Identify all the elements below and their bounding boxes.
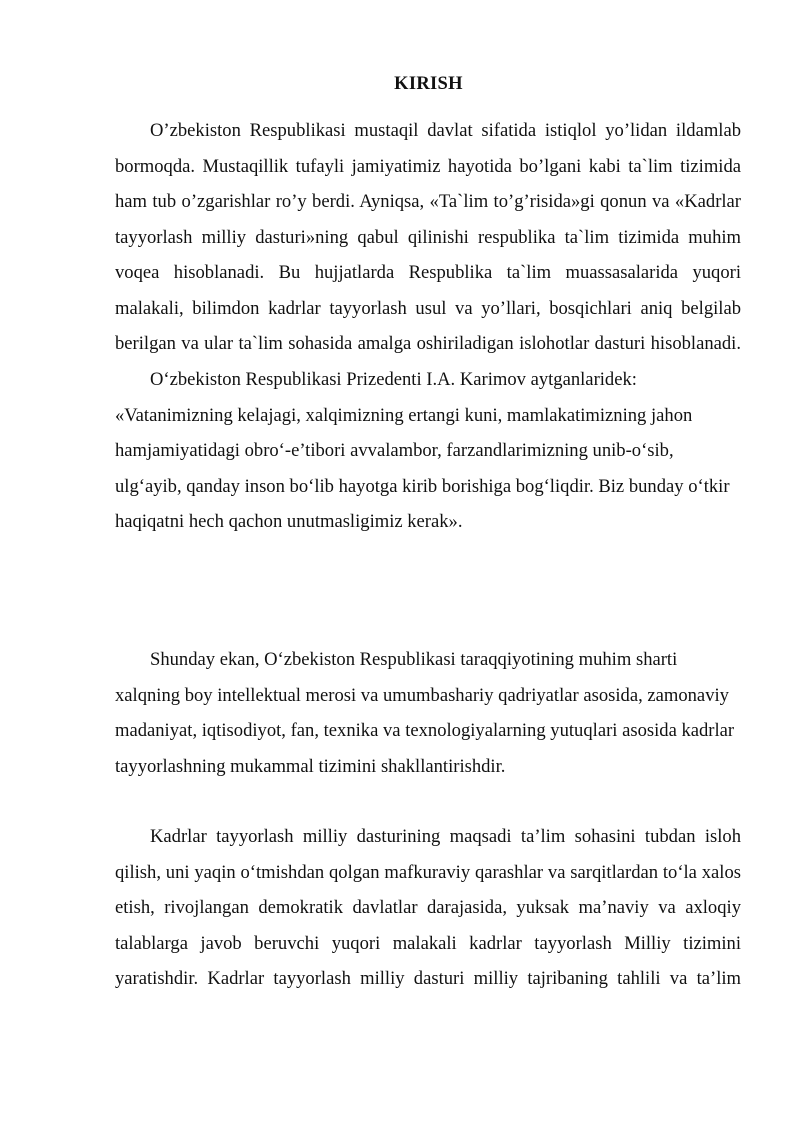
text-line: etish, rivojlangan demokratik davlatlar darajasida, yuksak ma’naviy va axloqiy bbox=[115, 897, 741, 918]
paragraph-3 bbox=[115, 642, 741, 784]
text-line: tayyorlashning mukammal tizimini shakllantirishdir. bbox=[115, 755, 506, 777]
text-line: bormoqda. Mustaqillik tufayli jamiyatimiz hayotida bo’lgani kabi ta`lim tizimida bbox=[115, 155, 741, 177]
paragraph-1 bbox=[115, 113, 741, 362]
text-line: hamjamiyatidagi obro‘-e’tibori avvalambor, farzandlarimizning unib-o‘sib, bbox=[115, 440, 674, 461]
text-line: ulg‘ayib, qanday inson bo‘lib hayotga kirib borishiga bog‘liqdir. Biz bunday o‘tkir bbox=[115, 475, 730, 497]
paragraph-4 bbox=[115, 819, 741, 997]
text-line: Kadrlar tayyorlash milliy dasturining maqsadi ta’lim sohasini tubdan isloh bbox=[150, 826, 741, 847]
text-line: berilgan va ular ta`lim sohasida amalga oshiriladigan islohotlar dasturi hisoblanadi. bbox=[115, 333, 741, 354]
text-line: qilish, uni yaqin o‘tmishdan qolgan mafkuraviy qarashlar va sarqitlardan to‘la xalos bbox=[115, 861, 741, 883]
text-line: xalqning boy intellektual merosi va umumbashariy qadriyatlar asosida, zamonaviy bbox=[115, 684, 729, 706]
text-line: ham tub o’zgarishlar ro’y berdi. Ayniqsa, «Ta`lim to’g’risida»gi qonun va «Kadrlar bbox=[115, 191, 741, 212]
text-line: Shunday ekan, O‘zbekiston Respublikasi taraqqiyotining muhim sharti bbox=[150, 649, 678, 670]
text-line: O‘zbekiston Respublikasi Prizedenti I.A. Karimov aytganlaridek: bbox=[150, 369, 637, 390]
text-line: malakali, bilimdon kadrlar tayyorlash usul va yo’llari, bosqichlari aniq belgilab bbox=[115, 297, 741, 319]
text-line: tayyorlash milliy dasturi»ning qabul qilinishi respublika ta`lim tizimida muhim bbox=[115, 226, 741, 248]
text-line: yaratishdir. Kadrlar tayyorlash milliy dasturi milliy tajribaning tahlili va ta’lim bbox=[115, 968, 741, 989]
text-line: madaniyat, iqtisodiyot, fan, texnika va texnologiyalarning yutuqlari asosida kadrlar bbox=[115, 720, 735, 741]
text-line: haqiqatni hech qachon unutmasligimiz kerak». bbox=[115, 511, 463, 532]
text-line: «Vatanimizning kelajagi, xalqimizning ertangi kuni, mamlakatimizning jahon bbox=[115, 404, 693, 426]
paragraph-2 bbox=[115, 362, 741, 540]
text-line: talablarga javob beruvchi yuqori malakali kadrlar tayyorlash Milliy tizimini bbox=[115, 932, 741, 954]
page-title: KIRISH bbox=[394, 74, 463, 94]
text-line: O’zbekiston Respublikasi mustaqil davlat sifatida istiqlol yo’lidan ildamlab bbox=[150, 120, 741, 141]
text-line: voqea hisoblanadi. Bu hujjatlarda Respublika ta`lim muassasalarida yuqori bbox=[115, 262, 741, 283]
